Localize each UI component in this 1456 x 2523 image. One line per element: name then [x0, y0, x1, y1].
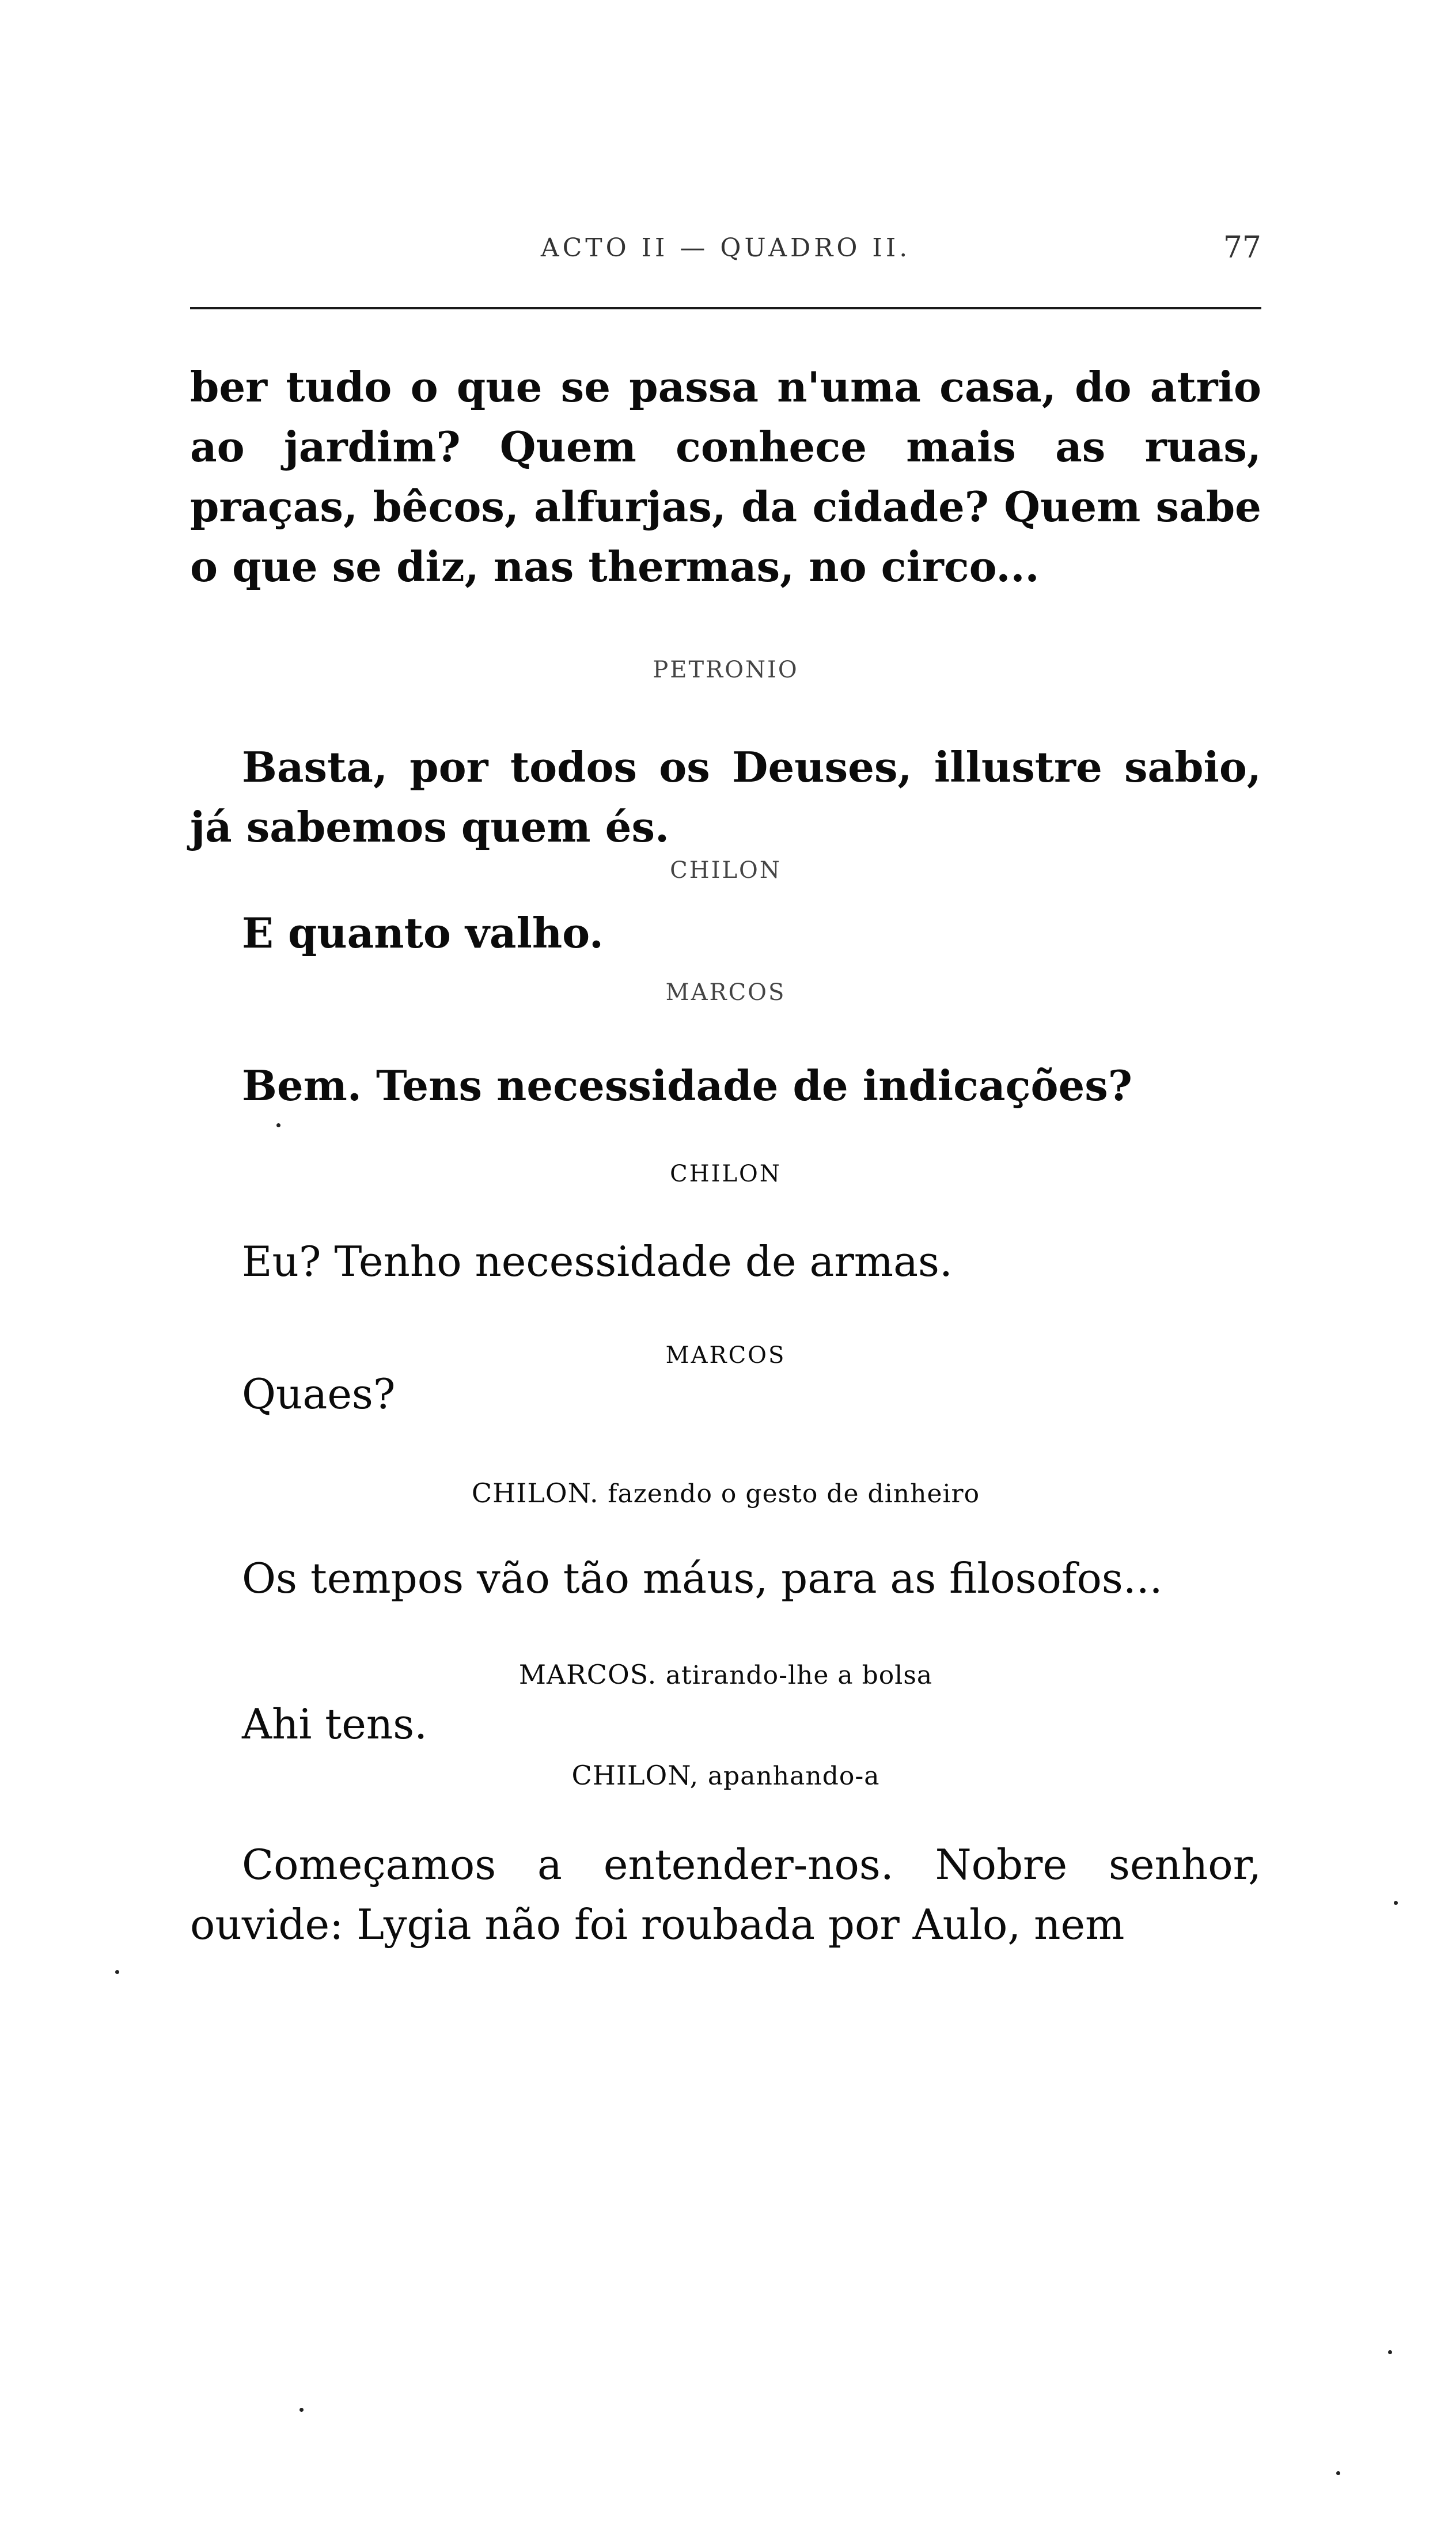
chilon-speech-3: Eu? Tenho necessidade de armas. [242, 1237, 953, 1286]
chilon-speech-1: ber tudo o que se passa n'uma casa, do atrio ao jardim? Quem conhece mais as ruas, praças, bêcos, alfurjas, da cidade? Quem sabe o que se diz, nas thermas, no circo... [190, 362, 1261, 591]
header-rule [190, 307, 1261, 309]
petronio-speech: Basta, por todos os Deuses, illustre sabio, já sabemos quem és. [190, 742, 1261, 851]
page-number: 77 [1223, 230, 1261, 265]
marcos-speech-3: Ahi tens. [242, 1700, 428, 1748]
scan-speck [276, 1123, 280, 1127]
speaker-marcos-2: MARCOS [665, 1342, 786, 1369]
scan-speck [1394, 1901, 1398, 1905]
marcos-speech-1: Bem. Tens necessidade de indicações? [242, 1061, 1132, 1110]
stage-direction-marcos-3: atirando-lhe a bolsa [665, 1661, 933, 1690]
chilon-speech-4: Os tempos vão tão máus, para as filosofos... [242, 1554, 1163, 1603]
speaker-marcos-3: MARCOS. [518, 1659, 657, 1690]
scan-speck [299, 2408, 304, 2412]
speaker-chilon-1: CHILON [670, 857, 782, 884]
scan-speck [1388, 2350, 1392, 2354]
marcos-speech-2: Quaes? [242, 1370, 396, 1418]
speaker-chilon-2: CHILON [670, 1161, 782, 1187]
scan-speck [1336, 2471, 1340, 2475]
speaker-chilon-4-line [190, 1760, 1261, 1791]
chilon-speech-2: E quanto valho. [242, 908, 604, 957]
speaker-marcos-3-line [190, 1659, 1261, 1690]
speaker-chilon-3: CHILON. [471, 1478, 599, 1509]
chilon-speech-5: Começamos a entender-nos. Nobre senhor, ouvide: Lygia não foi roubada por Aulo, nem [190, 1840, 1261, 1949]
speaker-chilon-3-line [190, 1478, 1261, 1509]
scan-speck [115, 1970, 119, 1974]
running-head: ACTO II — QUADRO II. [540, 233, 911, 263]
stage-direction-chilon-4: apanhando-a [707, 1761, 880, 1791]
stage-direction-chilon-3: fazendo o gesto de dinheiro [608, 1479, 980, 1509]
speaker-chilon-4: CHILON, [571, 1760, 699, 1791]
speaker-petronio: PETRONIO [653, 657, 799, 683]
speaker-marcos-1: MARCOS [665, 979, 786, 1006]
